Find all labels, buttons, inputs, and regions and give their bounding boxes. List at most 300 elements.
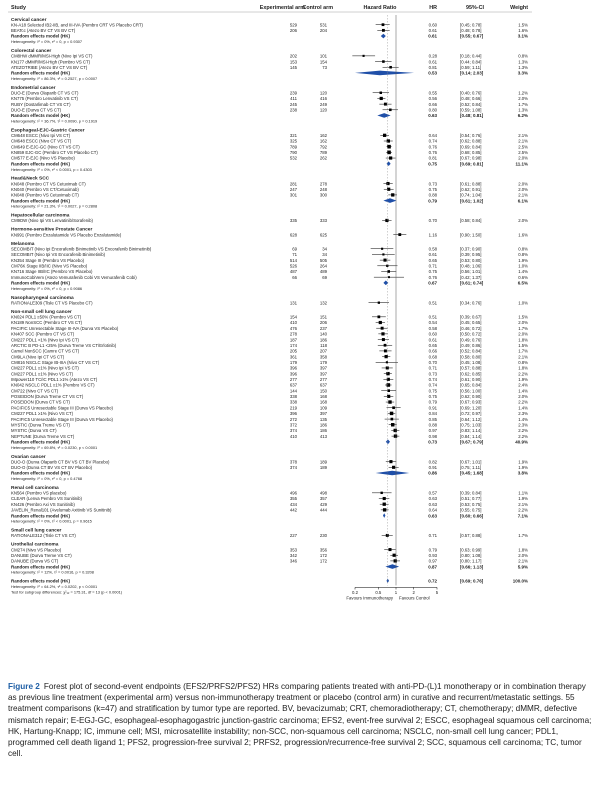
ci-value: [0.48; 1.06] bbox=[460, 263, 482, 269]
study-label: DANUBE (Durva VS CT) bbox=[11, 558, 59, 564]
subgroup-summary-hr: 0.79 bbox=[428, 198, 437, 204]
experimental-n: 131 bbox=[289, 300, 297, 306]
hr-point bbox=[386, 366, 389, 369]
hr-value: 0.91 bbox=[428, 405, 437, 411]
hr-point bbox=[388, 400, 391, 403]
ci-value: [0.83; 1.14] bbox=[460, 428, 482, 434]
control-n: 172 bbox=[319, 552, 327, 558]
control-n: 300 bbox=[319, 192, 327, 198]
weight-value: 1.9% bbox=[518, 496, 528, 502]
weight-value: 1.5% bbox=[518, 342, 528, 348]
hr-point bbox=[393, 554, 396, 557]
study-label: KN189 NonSCC (Pembro CT VS CT) bbox=[11, 320, 83, 326]
hr-value: 0.97 bbox=[428, 558, 437, 564]
hr-point bbox=[377, 315, 380, 318]
hr-point bbox=[382, 60, 385, 63]
control-n: 397 bbox=[319, 365, 327, 371]
heterogeneity-text: Heterogeneity: I² = 0%, τ² = 0, p = 0.4768 bbox=[11, 476, 83, 482]
ci-value: [0.18; 0.44] bbox=[460, 53, 482, 59]
group-title: Renal cell carcinoma bbox=[11, 485, 59, 491]
subgroup-summary-diamond bbox=[387, 161, 391, 166]
subgroup-summary-diamond bbox=[383, 198, 396, 203]
ci-value: [0.80; 1.17] bbox=[460, 558, 482, 564]
control-n: 118 bbox=[320, 342, 327, 348]
control-n: 789 bbox=[319, 150, 327, 156]
weight-value: 1.8% bbox=[518, 365, 528, 371]
study-label: POSEIDON (Durva Treme CT VS CT) bbox=[11, 394, 84, 400]
weight-value: 1.6% bbox=[518, 28, 528, 34]
hr-point bbox=[378, 302, 380, 304]
figure-caption-text: Forest plot of second-event endpoints (EFS2/PRFS2/PFS2) HRs comparing patients treated with anti-PD-(L)1 monotherapy or in combination therapy as previous line treatment (experimental arm) versus non-immunotherapy treatment or placebo (control arm) in curative and recurrent/metastatic settings. 55 treatment comparisons (k=47) and stratification by tumor type are reported. BV, bevacizumab; CRT, chemoradiotherapy; CT, chemotherapy; dMMR, defective mismatch repair; E-EGJ-GC, esophageal-esophagogastric junction-gastric carcinoma; EFS2, event-free survival 2; ESCC, esophageal squamous cell carcinoma; HK, Hartung-Knapp; IC, immune cell; MSI, microsatellite instability; non-SCC, non-squamous cell carcinoma; NSCLC, non-small cell lung cancer; PDL1, programmed cell death ligand 1; PFS2, progression-free survival 2; PRFS2, progression/recurrence-free survival 2; SCC, squamous cell carcinoma; TC, tumor cell. bbox=[8, 682, 592, 759]
experimental-n: 396 bbox=[289, 411, 297, 417]
study-label: KN024 PDL1 ≥50% (Pembro VS CT) bbox=[11, 314, 82, 320]
subgroup-summary-hr: 0.63 bbox=[428, 113, 437, 119]
control-n: 154 bbox=[319, 59, 327, 65]
hr-value: 0.74 bbox=[428, 138, 437, 144]
weight-value: 1.5% bbox=[518, 314, 528, 320]
experimental-n: 69 bbox=[292, 246, 297, 252]
experimental-n: 529 bbox=[289, 22, 297, 28]
subgroup-summary-label: Random effects model (HK) bbox=[11, 161, 71, 167]
hr-point bbox=[383, 503, 386, 506]
experimental-n: 187 bbox=[289, 337, 297, 343]
experimental-n: 301 bbox=[289, 192, 297, 198]
ci-value: [0.62; 0.88] bbox=[460, 138, 482, 144]
subgroup-summary-hr: 0.86 bbox=[428, 470, 437, 476]
control-n: 207 bbox=[319, 348, 327, 354]
hr-point bbox=[380, 97, 383, 100]
overall-heterogeneity: Heterogeneity: I² = 64.2%, τ² = 0.0202, p < 0.0001 bbox=[11, 583, 98, 589]
experimental-n: 789 bbox=[289, 144, 297, 150]
weight-value: 1.9% bbox=[518, 465, 528, 471]
study-label: ImmunoCobiVem (Atezo Vemurafenib Cobi VS Vemurafenib Cobi) bbox=[11, 274, 137, 280]
group-title: Hepatocellular carcinoma bbox=[11, 213, 70, 219]
hr-value: 0.71 bbox=[428, 263, 437, 269]
ci-value: [0.57; 0.88] bbox=[460, 533, 482, 539]
group-title: Small cell lung cancer bbox=[11, 528, 62, 534]
experimental-n: 338 bbox=[289, 399, 297, 405]
control-n: 498 bbox=[319, 490, 327, 496]
ci-value: [0.44; 0.84] bbox=[460, 59, 482, 65]
subgroup-summary-diamond bbox=[381, 34, 386, 39]
experimental-n: 71 bbox=[292, 252, 297, 258]
x-tick-label: 5 bbox=[435, 589, 439, 595]
subgroup-summary-hr: 0.67 bbox=[428, 280, 437, 286]
study-label: DUO-O (Durva CT BV VS CT BV Placebo) bbox=[11, 465, 93, 471]
hr-point bbox=[387, 139, 390, 142]
subgroup-summary-label: Random effects model (HK) bbox=[11, 470, 71, 476]
axis-label-right: Favours Control bbox=[399, 595, 430, 601]
hr-point bbox=[382, 29, 385, 32]
subgroup-summary-weight: 7.1% bbox=[517, 513, 528, 519]
heterogeneity-text: Heterogeneity: I² = 69.8%, τ² = 0.0230, p < 0.0001 bbox=[11, 444, 98, 450]
hr-value: 0.98 bbox=[428, 433, 437, 439]
hr-value: 0.84 bbox=[428, 411, 437, 417]
ci-value: [0.52; 0.84] bbox=[460, 101, 482, 107]
hr-point bbox=[386, 182, 389, 185]
weight-value: 1.5% bbox=[518, 22, 528, 28]
experimental-n: 179 bbox=[289, 359, 297, 365]
hr-value: 0.73 bbox=[428, 181, 437, 187]
study-label: KN040 (Pembro VS CT/Cetuximab) bbox=[11, 186, 79, 192]
hr-value: 0.75 bbox=[428, 269, 437, 275]
study-label: CM227 PDL1 ≥1% (Nivo VS CT) bbox=[11, 371, 74, 377]
hr-value: 0.64 bbox=[428, 133, 437, 139]
heterogeneity-text: Heterogeneity: I² = 0%, τ² = 0, p = 0.9307 bbox=[11, 39, 83, 45]
weight-value: 2.3% bbox=[518, 411, 528, 417]
hr-value: 0.63 bbox=[428, 501, 437, 507]
hr-point bbox=[391, 423, 394, 426]
experimental-n: 277 bbox=[289, 377, 297, 383]
group-title: Cervical cancer bbox=[11, 17, 47, 23]
hr-value: 0.79 bbox=[428, 547, 437, 553]
study-label: MYSTIC (Durva Treme VS CT) bbox=[11, 422, 70, 428]
control-n: 101 bbox=[319, 53, 327, 59]
experimental-n: 321 bbox=[289, 133, 297, 139]
subgroup-summary-label: Random effects model (HK) bbox=[11, 198, 71, 204]
hr-point bbox=[392, 466, 395, 469]
experimental-n: 442 bbox=[289, 507, 297, 513]
overall-summary-weight: 100.0% bbox=[512, 578, 528, 584]
hr-value: 0.55 bbox=[428, 90, 437, 96]
x-tick-label: 0.2 bbox=[352, 589, 358, 595]
weight-value: 2.1% bbox=[518, 138, 528, 144]
control-n: 357 bbox=[319, 496, 327, 502]
ci-value: [0.49; 0.76] bbox=[460, 337, 482, 343]
weight-value: 2.0% bbox=[518, 155, 528, 161]
study-label: PACIFIC Unresectable Stage III-IVA (Durva VS Placebo) bbox=[11, 325, 119, 331]
control-n: 120 bbox=[319, 90, 327, 96]
weight-value: 1.4% bbox=[518, 405, 528, 411]
weight-value: 2.1% bbox=[518, 501, 528, 507]
subgroup-summary-ci: [0.61; 1.02] bbox=[460, 198, 484, 204]
experimental-n: 410 bbox=[289, 433, 297, 439]
weight-value: 2.0% bbox=[518, 331, 528, 337]
hr-point bbox=[381, 332, 384, 335]
weight-value: 1.4% bbox=[518, 269, 528, 275]
weight-value: 0.8% bbox=[518, 252, 528, 258]
control-n: 249 bbox=[319, 101, 327, 107]
study-label: CM649 E-EJC-GC (Nivo CT VS CT) bbox=[11, 144, 80, 150]
hr-point bbox=[363, 55, 365, 57]
weight-value: 1.0% bbox=[518, 300, 528, 306]
study-label: Camel NonSCC (Camre CT VS CT) bbox=[11, 348, 80, 354]
hr-value: 0.74 bbox=[428, 382, 437, 388]
study-label: PACIFIC5 Unresectable Stage III (Durva VS Placebo) bbox=[11, 416, 113, 422]
experimental-n: 202 bbox=[289, 53, 297, 59]
experimental-n: 637 bbox=[289, 382, 297, 388]
subgroup-summary-hr: 0.61 bbox=[428, 33, 437, 39]
hr-value: 0.81 bbox=[428, 155, 437, 161]
ci-value: [0.51; 0.77] bbox=[460, 496, 482, 502]
hr-value: 0.88 bbox=[428, 422, 437, 428]
study-label: CM9DW (Nivo Ipi VS Lenvatinib/Sorafenib) bbox=[11, 218, 93, 224]
ci-value: [0.72; 0.97] bbox=[460, 411, 482, 417]
control-n: 69 bbox=[322, 274, 327, 280]
group-title: Non-small cell lung cancer bbox=[11, 309, 72, 315]
control-n: 189 bbox=[319, 459, 327, 465]
study-label: RUBY (Dostarlimab CT VS CT) bbox=[11, 101, 71, 107]
hr-value: 0.73 bbox=[428, 371, 437, 377]
hr-value: 0.79 bbox=[428, 399, 437, 405]
hr-value: 0.93 bbox=[428, 552, 437, 558]
weight-value: 1.7% bbox=[518, 348, 528, 354]
experimental-n: 476 bbox=[289, 325, 297, 331]
subgroup-summary-label: Random effects model (HK) bbox=[11, 513, 71, 519]
subgroup-summary-weight: 40.9% bbox=[515, 439, 528, 445]
group-title: Hormone-sensitive Prostate Cancer bbox=[11, 227, 93, 233]
hr-point bbox=[383, 259, 386, 262]
hr-point bbox=[387, 378, 390, 381]
ci-value: [0.39; 0.67] bbox=[460, 314, 482, 320]
subgroup-summary-ci: [0.69; 0.81] bbox=[460, 161, 484, 167]
control-n: 397 bbox=[319, 371, 327, 377]
hr-point bbox=[390, 412, 393, 415]
subgroup-summary-diamond bbox=[355, 71, 414, 76]
experimental-n: 153 bbox=[289, 59, 297, 65]
hr-point bbox=[394, 429, 397, 432]
ci-value: [0.62; 0.85] bbox=[460, 371, 482, 377]
study-label: KN048 (Pembro CT VS Cetuximab CT) bbox=[11, 181, 86, 187]
study-label: POSEIDON (Durva CT VS CT) bbox=[11, 399, 70, 405]
ci-value: [0.34; 0.76] bbox=[460, 300, 482, 306]
group-title: Esophageal-EJC-Gastric Cancer bbox=[11, 128, 85, 134]
ci-value: [0.65; 0.84] bbox=[460, 382, 482, 388]
ci-value: [0.64; 1.12] bbox=[460, 416, 482, 422]
hr-value: 0.57 bbox=[428, 490, 437, 496]
hr-point bbox=[398, 233, 401, 236]
hr-value: 0.75 bbox=[428, 394, 437, 400]
weight-value: 1.3% bbox=[518, 107, 528, 113]
control-n: 333 bbox=[319, 218, 327, 224]
control-n: 172 bbox=[319, 558, 327, 564]
hr-value: 0.97 bbox=[428, 428, 437, 434]
hr-value: 0.88 bbox=[428, 192, 437, 198]
hr-point bbox=[381, 327, 384, 330]
ci-value: [0.84; 1.14] bbox=[460, 433, 482, 439]
hr-point bbox=[381, 248, 383, 250]
weight-value: 2.1% bbox=[518, 354, 528, 360]
subgroup-summary-weight: 6.2% bbox=[517, 113, 528, 119]
study-label: SECOMBIT (Nivo Ipi Encorafenib Binimetinib VS Encorafenib Binimetinib) bbox=[11, 246, 152, 252]
hr-value: 0.63 bbox=[428, 496, 437, 502]
overall-summary-label: Random effects model (HK) bbox=[11, 578, 71, 584]
hr-point bbox=[386, 534, 389, 537]
hr-value: 0.66 bbox=[428, 101, 437, 107]
experimental-n: 342 bbox=[289, 552, 297, 558]
weight-value: 2.0% bbox=[518, 320, 528, 326]
control-n: 206 bbox=[319, 320, 327, 326]
study-label: KN042 NSCLC PDL1 ≥1% (Pembro VS CT) bbox=[11, 382, 95, 388]
control-n: 792 bbox=[319, 144, 327, 150]
control-n: 186 bbox=[319, 428, 327, 434]
figure-caption bbox=[8, 681, 596, 759]
header-experimental-arm: Experimental arm bbox=[259, 5, 305, 11]
ci-value: [0.56; 1.01] bbox=[460, 269, 482, 275]
study-label: RATIONALE309 (Tisle CT VS Placebo CT) bbox=[11, 300, 93, 306]
ci-value: [0.75; 1.03] bbox=[460, 422, 482, 428]
subgroup-summary-weight: 3.1% bbox=[517, 33, 528, 39]
subgroup-summary-label: Random effects model (HK) bbox=[11, 439, 71, 445]
weight-value: 2.1% bbox=[518, 133, 528, 139]
study-label: DUO-E (Durva Olaparib CT VS CT) bbox=[11, 90, 79, 96]
subgroup-summary-weight: 5.9% bbox=[517, 564, 528, 570]
x-tick-label: 1 bbox=[394, 589, 398, 595]
subgroup-summary-diamond bbox=[383, 513, 385, 518]
weight-value: 2.1% bbox=[518, 558, 528, 564]
study-label: BEATcc (Atezo BV CT VS BV CT) bbox=[11, 28, 76, 34]
control-n: 132 bbox=[319, 300, 327, 306]
control-n: 277 bbox=[319, 377, 327, 383]
hr-value: 0.60 bbox=[428, 22, 437, 28]
weight-value: 2.2% bbox=[518, 371, 528, 377]
heterogeneity-text: Heterogeneity: I² = 0%, τ² = 0, p = 0.9086 bbox=[11, 285, 83, 291]
x-tick-label: 2 bbox=[412, 589, 415, 595]
ci-value: [0.56; 1.00] bbox=[460, 388, 482, 394]
subgroup-summary-hr: 0.75 bbox=[428, 161, 437, 167]
study-label: CM9LA (Nivo Ipi CT VS CT) bbox=[11, 354, 65, 360]
hr-value: 0.61 bbox=[428, 252, 437, 258]
hr-value: 0.68 bbox=[428, 354, 437, 360]
study-label: CM648 ESCC (Nivo CT VS CT) bbox=[11, 138, 72, 144]
study-label: DUO-O (Durva Olaparib CT BV VS CT BV Placebo) bbox=[11, 459, 110, 465]
control-n: 356 bbox=[319, 547, 327, 553]
hr-value: 0.91 bbox=[428, 465, 437, 471]
study-label: KN-A18 Selected IB2-IIB, and III-IVA (Pembro CRT VS Placebo CRT) bbox=[11, 22, 143, 28]
heterogeneity-text: Heterogeneity: I² = 12%, τ² = 0.0016, p = 0.3208 bbox=[11, 569, 94, 575]
experimental-n: 338 bbox=[289, 394, 297, 400]
ci-value: [0.48; 0.78] bbox=[460, 28, 482, 34]
ci-value: [0.62; 0.90] bbox=[460, 394, 482, 400]
weight-value: 2.2% bbox=[518, 433, 528, 439]
experimental-n: 396 bbox=[289, 371, 297, 377]
experimental-n: 335 bbox=[289, 218, 297, 224]
hr-point bbox=[388, 548, 391, 551]
experimental-n: 206 bbox=[289, 28, 297, 34]
subgroup-summary-label: Random effects model (HK) bbox=[11, 33, 71, 39]
weight-value: 2.5% bbox=[518, 150, 528, 156]
hr-value: 0.56 bbox=[428, 96, 437, 102]
hr-point bbox=[386, 372, 389, 375]
control-n: 168 bbox=[319, 394, 327, 400]
axis-label-left: Favours Immunotherapy bbox=[346, 595, 393, 601]
study-label: CM227 PDL1 ≥1% (Nivo Ipi VS CT) bbox=[11, 365, 79, 371]
subgroup-summary-ci: [0.66; 1.13] bbox=[460, 564, 484, 570]
subgroup-summary-label: Random effects model (HK) bbox=[11, 564, 71, 570]
weight-value: 1.6% bbox=[518, 232, 528, 238]
study-label: NEPTUNE (Durva Treme VS CT) bbox=[11, 433, 75, 439]
hr-point bbox=[392, 406, 395, 409]
group-title: Colorectal cancer bbox=[11, 49, 52, 54]
hr-point bbox=[379, 321, 382, 324]
heterogeneity-text: Heterogeneity: I² = 0%, τ² < 0.0001, p = 0.4303 bbox=[11, 166, 92, 172]
heterogeneity-text: Heterogeneity: I² = 36.7%, τ² = 0.0090, p = 0.1919 bbox=[11, 118, 98, 124]
control-n: 489 bbox=[319, 269, 327, 275]
weight-value: 2.0% bbox=[518, 218, 528, 224]
hr-value: 0.65 bbox=[428, 342, 437, 348]
control-n: 179 bbox=[319, 359, 327, 365]
study-label: CM722 (Nivo CT VS CT) bbox=[11, 388, 59, 394]
ci-value: [0.57; 0.88] bbox=[460, 365, 482, 371]
control-n: 150 bbox=[319, 388, 327, 394]
control-n: 151 bbox=[319, 314, 327, 320]
weight-value: 2.2% bbox=[518, 399, 528, 405]
subgroup-summary-label: Random effects model (HK) bbox=[11, 113, 71, 119]
header-study: Study bbox=[11, 5, 26, 11]
group-title: Melanoma bbox=[11, 241, 35, 247]
control-n: 429 bbox=[319, 501, 327, 507]
control-n: 34 bbox=[322, 252, 327, 258]
weight-value: 2.0% bbox=[518, 552, 528, 558]
ci-value: [0.45; 1.08] bbox=[460, 359, 482, 365]
hr-point bbox=[383, 497, 386, 500]
ci-value: [0.46; 0.72] bbox=[460, 325, 482, 331]
experimental-n: 238 bbox=[289, 107, 297, 113]
study-label: RATIONALE312 (Tisle CT VS CT) bbox=[11, 533, 76, 539]
control-n: 140 bbox=[319, 331, 327, 337]
experimental-n: 374 bbox=[289, 465, 297, 471]
control-n: 189 bbox=[319, 465, 327, 471]
ci-value: [0.42; 1.37] bbox=[460, 274, 482, 280]
weight-value: 1.3% bbox=[518, 64, 528, 70]
ci-value: [0.45; 0.78] bbox=[460, 22, 482, 28]
subgroup-summary-diamond bbox=[377, 113, 390, 118]
x-tick-label: 0.5 bbox=[375, 589, 382, 595]
heterogeneity-text: Heterogeneity: I² = 86.3%, τ² = 0.2527, p = 0.0007 bbox=[11, 76, 98, 81]
ci-value: [0.67; 1.01] bbox=[460, 459, 482, 465]
experimental-n: 174 bbox=[289, 342, 297, 348]
experimental-n: 239 bbox=[289, 90, 297, 96]
study-label: KN177 dMMR/MSI-High (Pembro VS CT) bbox=[11, 59, 91, 65]
subgroup-summary-ci: [0.55; 0.67] bbox=[460, 33, 484, 39]
ci-value: [0.53; 0.75] bbox=[460, 501, 482, 507]
study-label: CM76K Stage IIB/IIC (Nivo VS Placebo) bbox=[11, 263, 88, 269]
hr-value: 0.66 bbox=[428, 348, 437, 354]
hr-value: 0.80 bbox=[428, 107, 437, 113]
study-label: CM8HW dMMR/MSI-High (Nivo Ipi VS CT) bbox=[11, 53, 93, 59]
control-n: 625 bbox=[319, 232, 327, 238]
weight-value: 2.3% bbox=[518, 422, 528, 428]
experimental-n: 205 bbox=[289, 348, 297, 354]
study-label: DANUBE (Durva Treme VS CT) bbox=[11, 552, 72, 558]
control-n: 358 bbox=[319, 354, 327, 360]
hr-value: 0.61 bbox=[428, 28, 437, 34]
hr-value: 0.70 bbox=[428, 359, 437, 365]
experimental-n: 374 bbox=[289, 428, 297, 434]
control-n: 73 bbox=[322, 64, 327, 70]
hr-value: 0.58 bbox=[428, 246, 437, 252]
ci-value: [0.55; 0.75] bbox=[460, 507, 482, 513]
experimental-n: 219 bbox=[289, 405, 297, 411]
hr-point bbox=[382, 338, 385, 341]
study-label: ATEZOTRIBE (Atezo BV CT VS BV CT) bbox=[11, 64, 88, 70]
subgroup-summary-ci: [0.60; 0.66] bbox=[460, 513, 484, 519]
experimental-n: 144 bbox=[289, 388, 297, 394]
group-title: Urothelial carcinoma bbox=[11, 542, 59, 548]
weight-value: 1.2% bbox=[518, 90, 528, 96]
weight-value: 1.9% bbox=[518, 257, 528, 263]
weight-value: 0.6% bbox=[518, 274, 528, 280]
control-n: 237 bbox=[319, 325, 327, 331]
experimental-n: 628 bbox=[289, 232, 297, 238]
weight-value: 1.0% bbox=[518, 263, 528, 269]
ci-value: [0.90; 1.50] bbox=[460, 232, 482, 238]
ci-value: [0.45; 0.65] bbox=[460, 320, 482, 326]
hr-value: 0.70 bbox=[428, 218, 437, 224]
study-label: ARCTIC B PD-L1 <25% (Durva Treme VS CT/Erlotinib) bbox=[11, 342, 117, 348]
experimental-n: 227 bbox=[289, 533, 297, 539]
control-n: 444 bbox=[319, 507, 327, 513]
